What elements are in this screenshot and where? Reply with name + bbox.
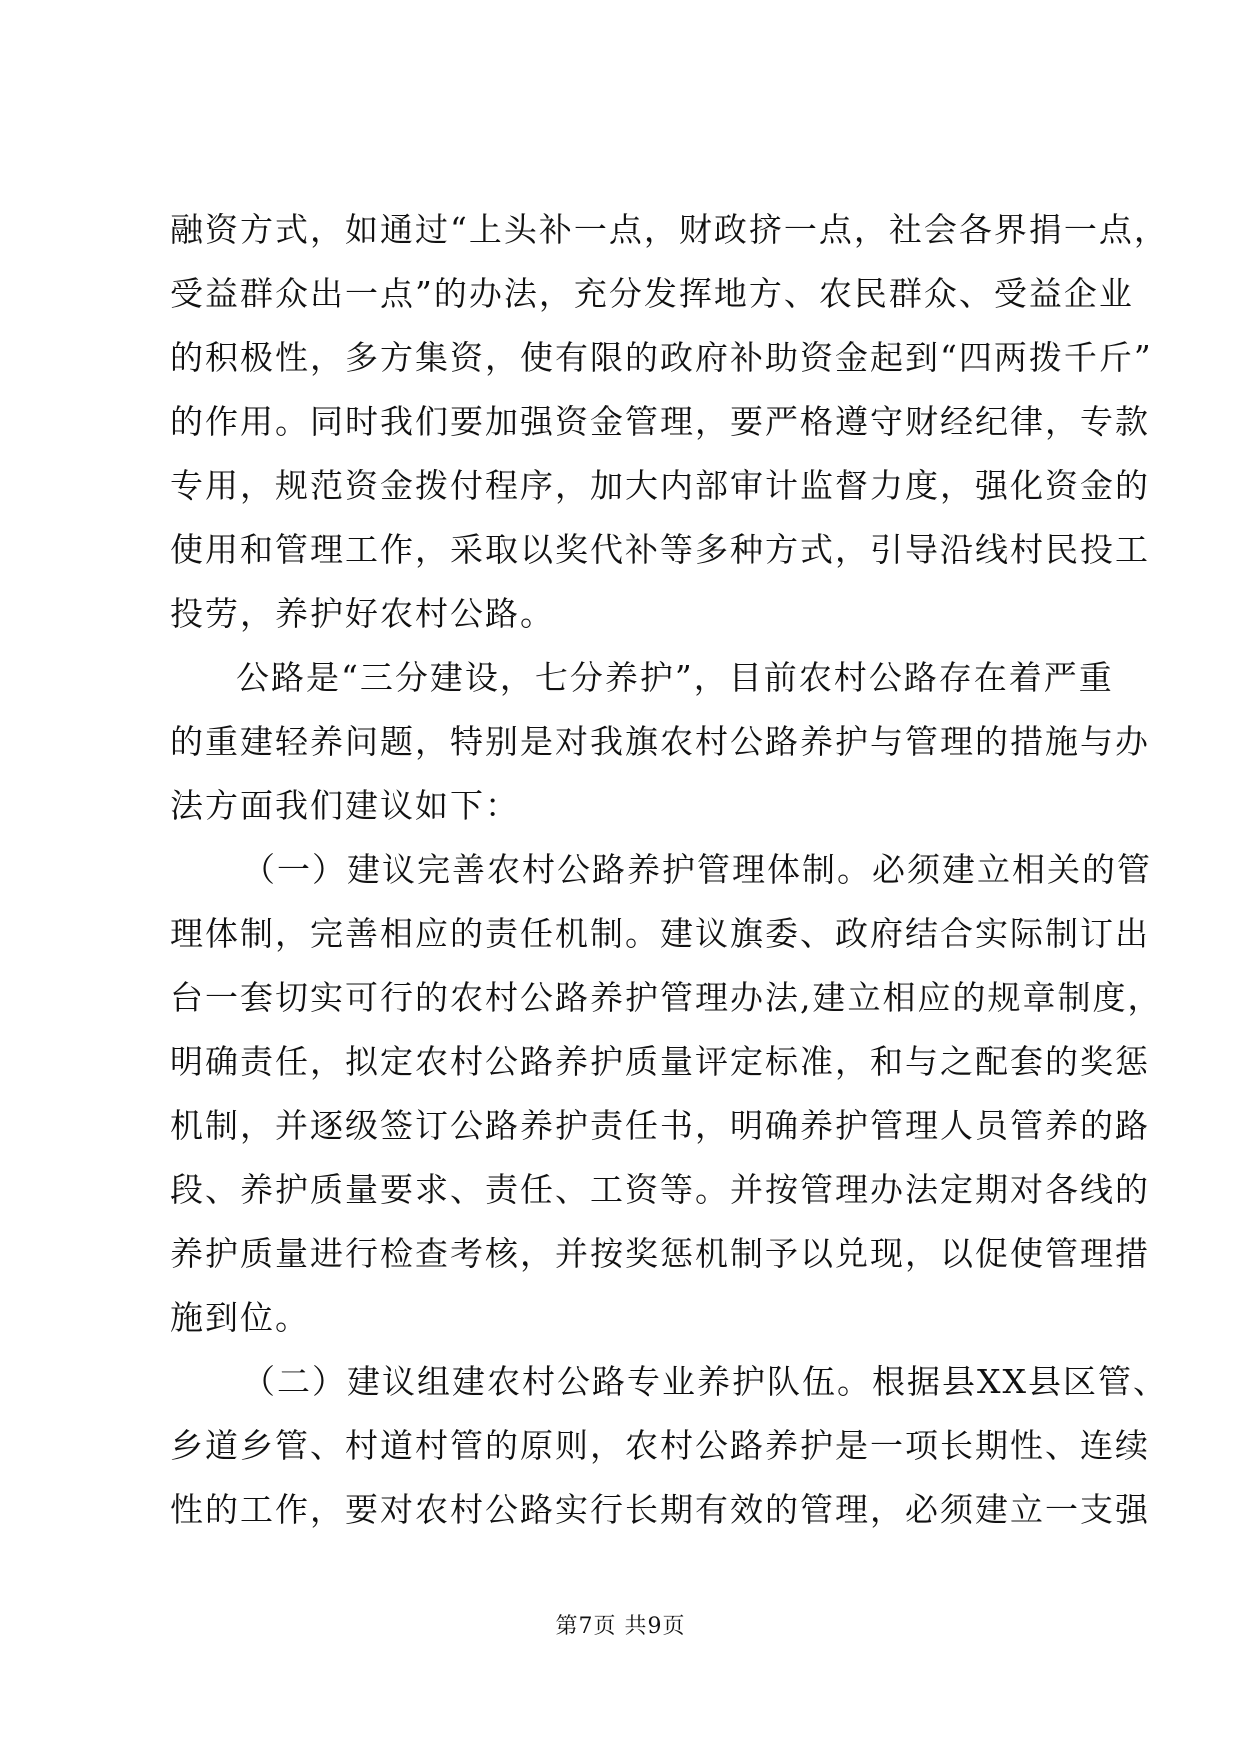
text-line: 使用和管理工作，采取以奖代补等多种方式，引导沿线村民投工 xyxy=(170,530,1150,569)
section-heading-line: （一）建议完善农村公路养护管理体制。必须建立相关的管 xyxy=(242,850,1152,889)
text-line: 养护质量进行检查考核，并按奖惩机制予以兑现，以促使管理措 xyxy=(170,1234,1150,1273)
text-line: 投劳，养护好农村公路。 xyxy=(170,594,555,633)
text-line: 法方面我们建议如下： xyxy=(170,786,520,825)
text-line: 性的工作，要对农村公路实行长期有效的管理，必须建立一支强 xyxy=(170,1490,1150,1529)
text-line: 段、养护质量要求、责任、工资等。并按管理办法定期对各线的 xyxy=(170,1170,1150,1209)
text-line: 专用，规范资金拨付程序，加大内部审计监督力度，强化资金的 xyxy=(170,466,1150,505)
text-line: 施到位。 xyxy=(170,1298,310,1337)
paragraph-start-line: 公路是“三分建设，七分养护”，目前农村公路存在着严重 xyxy=(236,658,1114,697)
text-line: 台一套切实可行的农村公路养护管理办法,建立相应的规章制度， xyxy=(170,978,1163,1017)
text-line: 明确责任，拟定农村公路养护质量评定标准，和与之配套的奖惩 xyxy=(170,1042,1150,1081)
text-line: 乡道乡管、村道村管的原则，农村公路养护是一项长期性、连续 xyxy=(170,1426,1150,1465)
text-line: 受益群众出一点”的办法，充分发挥地方、农民群众、受益企业 xyxy=(170,274,1134,313)
text-line: 机制，并逐级签订公路养护责任书，明确养护管理人员管养的路 xyxy=(170,1106,1150,1145)
page-number-footer: 第7页 共9页 xyxy=(555,1614,686,1639)
text-line: 理体制，完善相应的责任机制。建议旗委、政府结合实际制订出 xyxy=(170,914,1150,953)
section-heading-line: （二）建议组建农村公路专业养护队伍。根据县XX县区管、 xyxy=(242,1362,1168,1401)
text-line: 的作用。同时我们要加强资金管理，要严格遵守财经纪律，专款 xyxy=(170,402,1150,441)
text-line: 的重建轻养问题，特别是对我旗农村公路养护与管理的措施与办 xyxy=(170,722,1150,761)
text-line: 的积极性，多方集资，使有限的政府补助资金起到“四两拨千斤” xyxy=(170,338,1153,377)
document-body xyxy=(170,198,1169,1542)
text-line: 融资方式，如通过“上头补一点，财政挤一点，社会各界捐一点， xyxy=(170,210,1169,249)
